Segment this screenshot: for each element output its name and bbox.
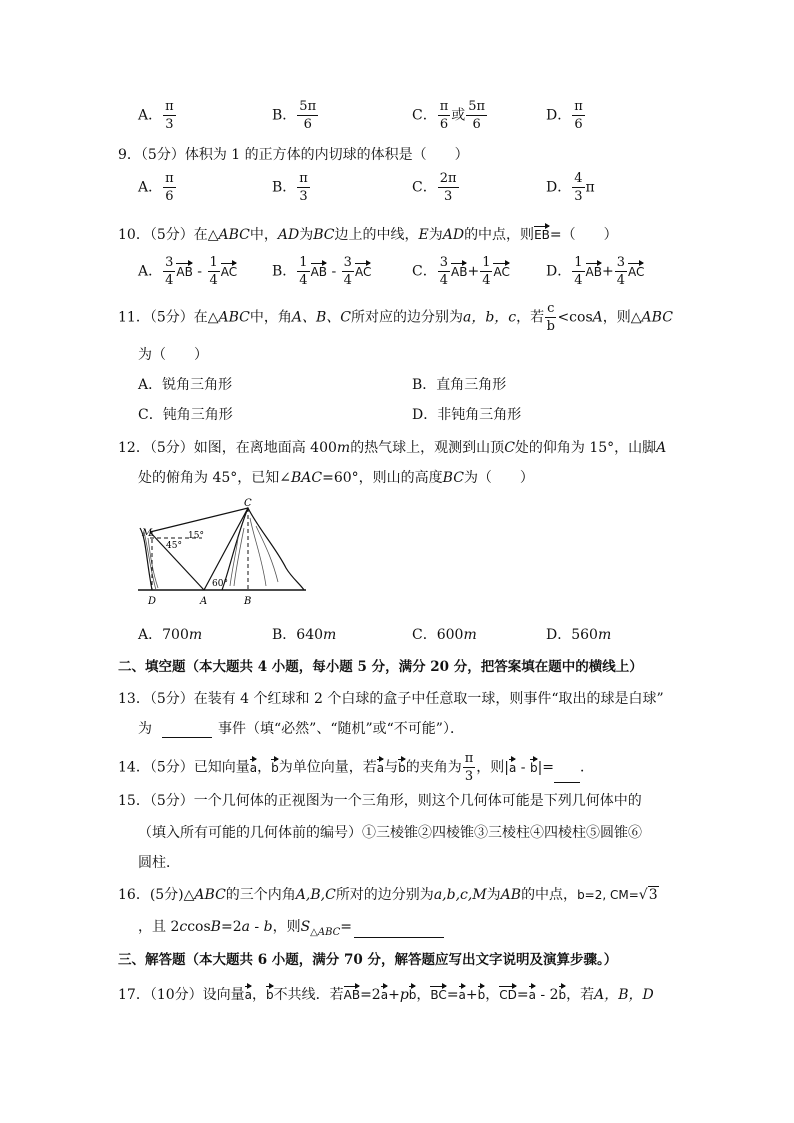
- option-label: D．: [546, 107, 572, 124]
- vector: AC: [354, 264, 372, 279]
- math-var: ABC: [218, 227, 250, 243]
- fraction: [297, 172, 310, 203]
- fraction: [342, 256, 354, 287]
- option-value: 600: [436, 627, 464, 643]
- option-label: C．: [412, 263, 437, 280]
- q10-option-b: [272, 256, 371, 287]
- balloon-mountain-figure: [136, 498, 308, 610]
- numerator: 1: [482, 255, 491, 270]
- vector: a: [244, 988, 252, 1002]
- math-var: A，B，D: [594, 987, 654, 1003]
- answer-blank[interactable]: [162, 737, 212, 738]
- text: 处的仰角为 15°，山脚: [514, 440, 657, 456]
- q9-option-b: [272, 172, 311, 203]
- numerator: π: [165, 171, 174, 186]
- text: 16．(5分)△: [118, 887, 195, 903]
- text: <cos: [557, 309, 593, 326]
- q10-stem: [118, 224, 618, 244]
- denominator: 6: [574, 117, 583, 132]
- fraction: [297, 256, 309, 287]
- text: 10．（5分）在△: [118, 227, 219, 243]
- vector: AB: [585, 264, 602, 279]
- text: ，若: [516, 309, 545, 326]
- denominator: 6: [165, 189, 174, 204]
- text: 所对的边分别为: [335, 887, 434, 903]
- vector: AB: [310, 264, 328, 279]
- q9-option-d: [546, 172, 595, 203]
- vector: b: [266, 988, 274, 1002]
- q15-stem-line3: 圆柱．: [138, 855, 180, 871]
- text: 与: [384, 759, 399, 776]
- fraction: [572, 172, 584, 203]
- text: ．: [580, 759, 595, 776]
- label-a: A: [200, 596, 208, 607]
- q10-option-a: [138, 256, 237, 287]
- q12-stem-line1: [118, 437, 666, 457]
- text: =2: [220, 919, 242, 935]
- math-var: ABC: [641, 309, 673, 326]
- text: ，若: [566, 987, 595, 1003]
- label-c: C: [244, 498, 252, 509]
- numerator: 1: [299, 255, 308, 270]
- denominator: 3: [443, 189, 453, 204]
- option-label: C．: [412, 107, 437, 124]
- vector: AB: [343, 988, 361, 1002]
- text: ，: [416, 987, 431, 1003]
- line-mc: [150, 508, 248, 532]
- q12-option-a: [138, 624, 202, 644]
- text: 11．（5分）在△: [118, 309, 219, 326]
- label-d: D: [148, 596, 157, 607]
- fraction: [163, 256, 175, 287]
- section-3-heading: 三、解答题（本大题共 6 小题，满分 70 分，解答题应写出文字说明及演算步骤。）: [118, 952, 618, 968]
- denominator: 3: [574, 189, 583, 204]
- vector: b: [558, 988, 567, 1002]
- q11-option-c: C．钝角三角形: [138, 407, 233, 423]
- fraction: [438, 100, 451, 131]
- vector: a: [249, 760, 258, 775]
- q11-option-a: A．锐角三角形: [138, 377, 233, 393]
- vector: AC: [220, 264, 238, 279]
- text: 12．（5分）如图，在离地面高 400: [118, 440, 337, 456]
- numerator: 3: [165, 255, 174, 270]
- vector: b: [398, 760, 406, 775]
- text: 为: [428, 227, 443, 243]
- sqrt: [639, 887, 659, 903]
- numerator: π: [299, 171, 308, 186]
- option-label: B．: [272, 179, 297, 196]
- text: =: [340, 919, 353, 935]
- or-text: 或: [451, 107, 466, 124]
- option-unit: m: [463, 627, 477, 643]
- text: -: [249, 919, 264, 935]
- text: cos: [187, 919, 211, 935]
- operator: +: [467, 263, 480, 280]
- label-60deg: 60°: [212, 579, 228, 589]
- operator: +: [601, 263, 614, 280]
- q11-option-b: B．直角三角形: [412, 377, 507, 393]
- text: ，且 2: [138, 919, 180, 935]
- section-2-heading: 二、填空题（本大题共 4 小题，每小题 5 分，满分 20 分，把答案填在题中的横线上）: [118, 659, 643, 675]
- denominator: 4: [482, 273, 491, 288]
- fraction: [572, 100, 585, 131]
- text: 为: [486, 887, 501, 903]
- math-var: B: [210, 919, 221, 935]
- math-var: BAC: [291, 470, 323, 486]
- q17-stem: [118, 984, 654, 1004]
- denominator: 6: [303, 117, 312, 132]
- text: 中，: [249, 227, 278, 243]
- q10-option-d: [546, 256, 644, 287]
- label-45deg: 45°: [166, 541, 182, 551]
- math-var: p: [399, 987, 409, 1003]
- option-value: 700: [162, 627, 189, 643]
- math-var: AD: [277, 227, 300, 243]
- vector: AB: [451, 264, 468, 279]
- text: +: [465, 987, 478, 1003]
- numerator: π: [439, 99, 449, 114]
- text: 事件（填“必然”、“随机”或“不可能”）．: [218, 721, 464, 737]
- q12-option-c: [412, 624, 477, 644]
- vector: AC: [493, 264, 510, 279]
- math-var: BC: [313, 227, 335, 243]
- text: 的中点，: [521, 887, 578, 903]
- q16-stem-line2: [138, 916, 444, 938]
- numerator: 3: [439, 255, 448, 270]
- option-label: D．: [546, 263, 572, 280]
- q9-option-c: [412, 172, 460, 203]
- option-label: C．: [412, 627, 437, 643]
- q15-stem-line1: 15．（5分）一个几何体的正视图为一个三角形，则这个几何体可能是下列几何体中的: [118, 793, 642, 809]
- math-var: BC: [442, 470, 464, 486]
- answer-blank[interactable]: [354, 937, 444, 938]
- mountain-outline: [222, 508, 304, 590]
- option-label: A．: [138, 627, 163, 643]
- denominator: 6: [472, 117, 481, 132]
- vector: a: [528, 988, 536, 1002]
- vector: b: [477, 988, 486, 1002]
- fraction: [480, 256, 492, 287]
- q8-option-b: [272, 100, 319, 131]
- text: 为单位向量，若: [278, 759, 377, 776]
- option-label: A．: [138, 179, 163, 196]
- math-var: c: [179, 919, 188, 935]
- math-var: C: [504, 440, 515, 456]
- option-label: D．: [546, 179, 572, 196]
- q13-stem-line1: 13．（5分）在装有 4 个红球和 2 个白球的盒子中任意取一球，则事件“取出的球是白球”: [118, 691, 664, 707]
- denominator: 6: [439, 117, 449, 132]
- math-var: S: [300, 919, 311, 935]
- math-var: m: [336, 440, 351, 456]
- numerator: 5π: [299, 99, 317, 114]
- option-label: A．: [138, 107, 163, 124]
- text: ，: [485, 987, 500, 1003]
- text: 为: [299, 227, 314, 243]
- option-unit: m: [188, 627, 203, 643]
- fraction: [438, 256, 450, 287]
- vector: AB: [176, 264, 193, 279]
- text: =60°，则山的高度: [322, 470, 443, 486]
- vector: a: [508, 760, 517, 775]
- pi-symbol: π: [585, 179, 595, 196]
- text: 中，角: [249, 309, 292, 326]
- operator: -: [192, 263, 207, 280]
- text: 的夹角为: [405, 759, 462, 776]
- option-unit: m: [597, 627, 612, 643]
- math-var: A: [592, 309, 603, 326]
- text: 所对应的边分别为: [351, 309, 463, 326]
- denominator: 4: [343, 273, 352, 288]
- vector: b: [271, 760, 279, 775]
- denominator: b: [546, 319, 555, 334]
- vector: EB: [534, 228, 550, 242]
- text: ，则△: [602, 309, 642, 326]
- numerator: 2π: [439, 171, 457, 186]
- text: +: [388, 987, 400, 1003]
- vector: b: [408, 988, 417, 1002]
- denominator: 4: [299, 273, 308, 288]
- q15-stem-line2: （填入所有可能的几何体前的编号）①三棱锥②四棱锥③三棱柱④四棱柱⑤圆锥⑥: [138, 825, 642, 841]
- numerator: π: [464, 751, 474, 766]
- math-var: A: [656, 440, 667, 456]
- option-value: 640: [296, 627, 324, 643]
- q11-stem-line2: 为（ ）: [138, 347, 208, 363]
- q11-stem: [118, 302, 673, 333]
- option-unit: m: [323, 627, 337, 643]
- text: =: [446, 987, 459, 1003]
- fraction: [163, 172, 176, 203]
- denominator: 3: [299, 189, 308, 204]
- math-var: a,b,c,M: [433, 887, 487, 903]
- fraction: [163, 100, 176, 131]
- text: 的热气球上，观测到山顶: [350, 440, 505, 456]
- option-label: B．: [272, 263, 297, 280]
- text: - 2: [535, 987, 559, 1003]
- denominator: 4: [209, 273, 218, 288]
- given-values: b=2, CM=: [577, 888, 639, 902]
- q12-stem-line2: [138, 467, 534, 487]
- math-var: AD: [442, 227, 465, 243]
- math-var: a: [241, 919, 250, 935]
- fraction: [545, 302, 556, 333]
- vector: AC: [627, 264, 645, 279]
- fraction: [208, 256, 220, 287]
- option-label: B．: [272, 107, 297, 124]
- vector: a: [380, 988, 389, 1002]
- radical-sign: √: [638, 887, 648, 903]
- text: 处的俯角为 45°，已知∠: [138, 470, 291, 486]
- text: 的三个内角: [225, 887, 296, 903]
- fraction: [466, 100, 487, 131]
- text: ，则: [272, 919, 301, 935]
- q8-option-d: [546, 100, 586, 131]
- text: 为（ ）: [463, 470, 534, 486]
- radicand: 3: [648, 887, 658, 903]
- option-label: B．: [272, 627, 297, 643]
- q9-option-a: [138, 172, 177, 203]
- answer-blank[interactable]: [554, 782, 580, 783]
- numerator: 1: [574, 255, 583, 270]
- subscript: △ABC: [310, 926, 341, 938]
- option-label: C．: [412, 179, 437, 196]
- text: 的中点，则: [464, 227, 535, 243]
- text: 17．（10分）设向量: [118, 987, 245, 1003]
- text: =: [516, 987, 529, 1003]
- q8-option-a: [138, 100, 177, 131]
- text: ，: [257, 759, 272, 776]
- text: 边上的中线，: [334, 227, 419, 243]
- denominator: 4: [616, 273, 625, 288]
- text: ，: [252, 987, 266, 1003]
- math-var: ABC: [194, 887, 226, 903]
- math-var: A、B、C: [291, 309, 351, 326]
- denominator: 3: [464, 769, 474, 784]
- fraction: [463, 752, 476, 783]
- option-label: D．: [546, 627, 572, 643]
- text: 为: [138, 721, 152, 737]
- q12-option-b: [272, 624, 336, 644]
- q9-stem: 9．（5分）体积为 1 的正方体的内切球的体积是（ ）: [118, 147, 469, 163]
- vector: a: [376, 760, 385, 775]
- fraction: [297, 100, 318, 131]
- text: -: [516, 759, 530, 776]
- denominator: 4: [439, 273, 448, 288]
- math-var: AB: [500, 887, 522, 903]
- option-label: A．: [138, 263, 163, 280]
- text: =（ ）: [549, 227, 618, 243]
- q10-option-c: [412, 256, 510, 287]
- option-value: 560: [571, 627, 598, 643]
- numerator: π: [165, 99, 174, 114]
- text: =2: [360, 987, 381, 1003]
- label-b: B: [244, 596, 252, 607]
- numerator: 4: [574, 171, 583, 186]
- q13-stem-line2: [138, 718, 464, 738]
- text: 不共线．若: [273, 987, 344, 1003]
- operator: -: [327, 263, 341, 280]
- math-var: E: [418, 227, 429, 243]
- vector: BC: [430, 988, 447, 1002]
- q11-option-d: D．非钝角三角形: [412, 407, 522, 423]
- q14-stem: [118, 752, 594, 783]
- label-m: M: [142, 528, 153, 539]
- denominator: 4: [165, 273, 174, 288]
- label-15deg: 15°: [188, 531, 204, 541]
- fraction: [615, 256, 627, 287]
- numerator: 3: [343, 255, 352, 270]
- numerator: π: [574, 99, 583, 114]
- numerator: 1: [209, 255, 218, 270]
- numerator: 5π: [468, 99, 486, 114]
- q16-stem-line1: [118, 884, 659, 904]
- math-var: a，b，c: [463, 309, 517, 326]
- vector: a: [458, 988, 466, 1002]
- denominator: 4: [574, 273, 583, 288]
- q8-option-c: [412, 100, 488, 131]
- math-var: ABC: [218, 309, 250, 326]
- vector: CD: [499, 988, 517, 1002]
- vector: b: [529, 760, 538, 775]
- math-var: b: [263, 919, 273, 935]
- fraction: [438, 172, 459, 203]
- math-var: A,B,C: [295, 887, 336, 903]
- numerator: 3: [616, 255, 625, 270]
- q12-option-d: [546, 624, 611, 644]
- text: 14．（5分）已知向量: [118, 759, 250, 776]
- text: |=: [537, 759, 555, 776]
- numerator: c: [547, 301, 555, 316]
- text: ，则|: [476, 759, 509, 776]
- denominator: 3: [165, 117, 174, 132]
- fraction: [572, 256, 584, 287]
